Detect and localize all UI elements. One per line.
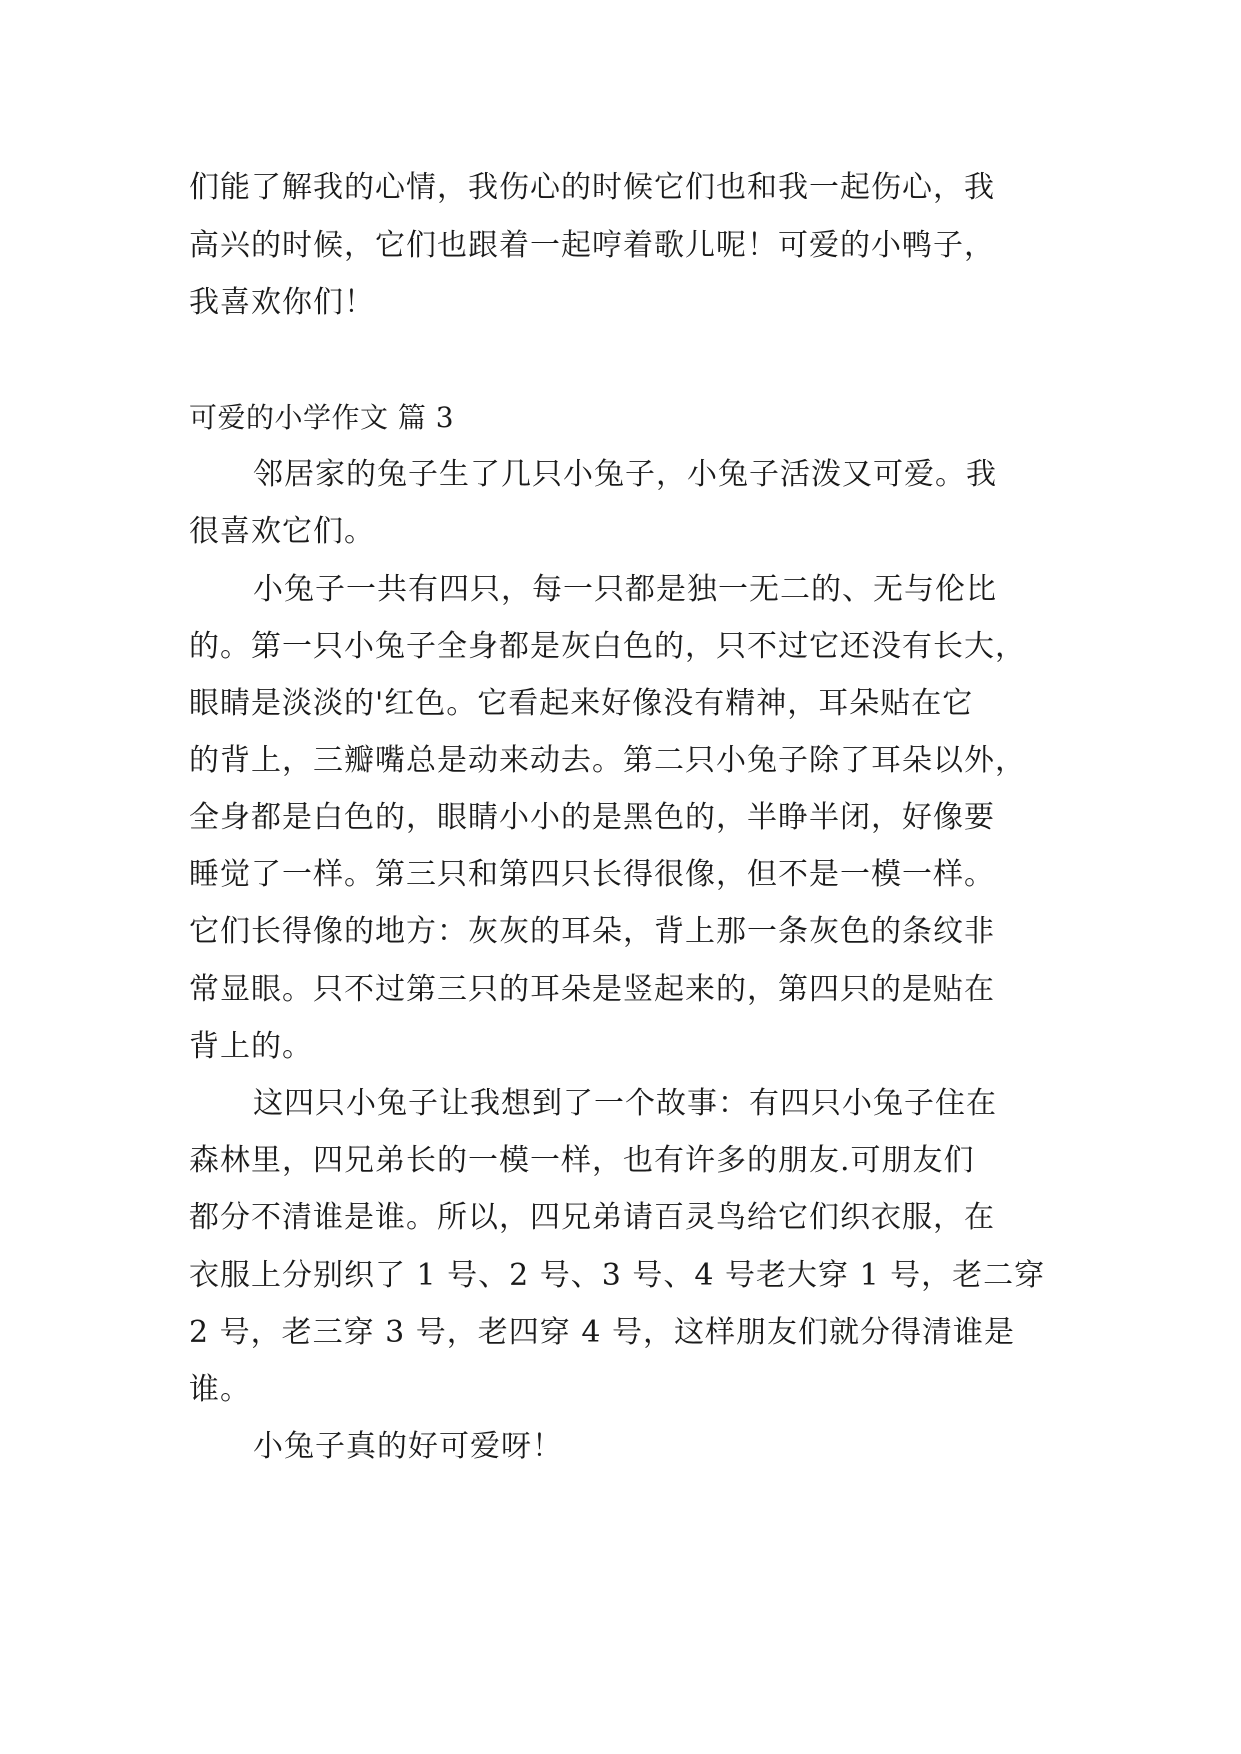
paragraph-line: 常显眼。只不过第三只的耳朵是竖起来的，第四只的是贴在	[189, 972, 995, 1007]
paragraph-line: 它们长得像的地方：灰灰的耳朵，背上那一条灰色的条纹非	[189, 914, 995, 949]
paragraph-line: 们能了解我的心情，我伤心的时候它们也和我一起伤心，我	[189, 170, 995, 205]
paragraph-line: 邻居家的兔子生了几只小兔子，小兔子活泼又可爱。我	[253, 457, 997, 492]
paragraph-line: 背上的。	[189, 1029, 313, 1064]
paragraph-line: 我喜欢你们！	[189, 285, 375, 320]
paragraph-line: 衣服上分别织了 1 号、2 号、3 号、4 号老大穿 1 号，老二穿	[189, 1258, 1046, 1293]
paragraph-line: 的背上，三瓣嘴总是动来动去。第二只小兔子除了耳朵以外，	[189, 743, 1026, 778]
paragraph-line: 高兴的时候，它们也跟着一起哼着歌儿呢！可爱的小鸭子，	[189, 228, 995, 263]
paragraph-line: 小兔子一共有四只，每一只都是独一无二的、无与伦比	[253, 572, 997, 607]
paragraph-line: 小兔子真的好可爱呀！	[253, 1429, 563, 1464]
paragraph-line: 睡觉了一样。第三只和第四只长得很像，但不是一模一样。	[189, 857, 995, 892]
paragraph-line: 很喜欢它们。	[189, 514, 375, 549]
paragraph-line: 全身都是白色的，眼睛小小的是黑色的，半睁半闭，好像要	[189, 800, 995, 835]
paragraph-line: 森林里，四兄弟长的一模一样，也有许多的朋友.可朋友们	[189, 1143, 975, 1178]
paragraph-line: 2 号，老三穿 3 号，老四穿 4 号，这样朋友们就分得清谁是	[189, 1315, 1015, 1350]
paragraph-line: 谁。	[189, 1372, 251, 1407]
paragraph-line: 都分不清谁是谁。所以，四兄弟请百灵鸟给它们织衣服，在	[189, 1200, 995, 1235]
paragraph-line: 的。第一只小兔子全身都是灰白色的，只不过它还没有长大，	[189, 629, 1026, 664]
section-heading: 可爱的小学作文 篇 3	[189, 401, 455, 434]
paragraph-line: 眼睛是淡淡的'红色。它看起来好像没有精神，耳朵贴在它	[189, 686, 974, 721]
paragraph-line: 这四只小兔子让我想到了一个故事：有四只小兔子住在	[253, 1086, 997, 1121]
